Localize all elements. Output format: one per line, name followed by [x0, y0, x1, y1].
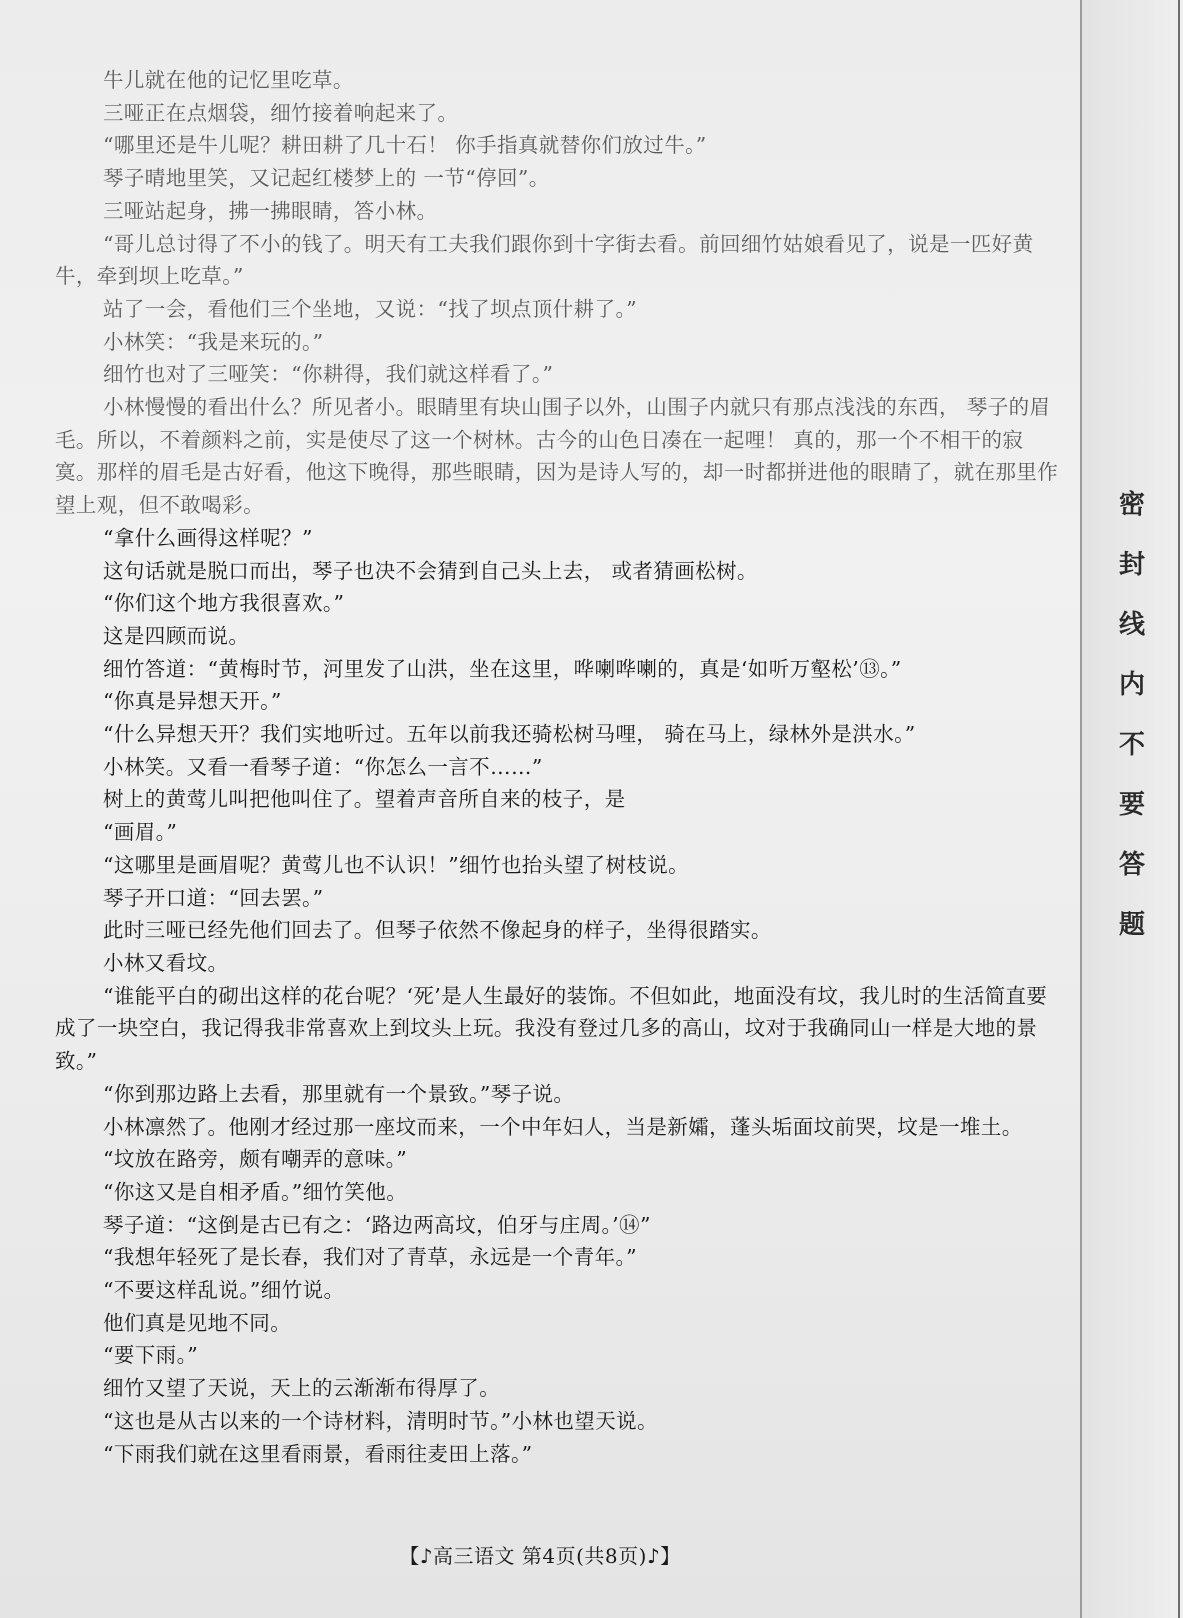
fold-line — [1080, 0, 1082, 1618]
paragraph: 这是四顾而说。 — [103, 623, 250, 648]
paragraph: “下雨我们就在这里看雨景，看雨往麦田上落。” — [103, 1441, 533, 1466]
page-edge-line — [1178, 0, 1180, 1618]
paragraph: “什么异想天开？我们实地听过。五年以前我还骑松树马哩， 骑在马上，绿林外是洪水。” — [103, 722, 916, 747]
paragraph: 他们真是见地不同。 — [103, 1310, 292, 1335]
paragraph: 三哑正在点烟袋，细竹接着响起来了。 — [103, 100, 459, 125]
seal-line-char: 要 — [1118, 790, 1145, 820]
seal-line-char: 内 — [1118, 670, 1145, 700]
paragraph: “你们这个地方我很喜欢。” — [103, 591, 345, 616]
paragraph: “不要这样乱说。”细竹说。 — [103, 1278, 345, 1303]
paragraph: 琴子晴地里笑，又记起红楼梦上的 一节“停回”。 — [103, 166, 550, 191]
page-footer: 【♪高三语文 第4页(共8页)♪】 — [399, 1544, 681, 1568]
paragraph: “要下雨。” — [103, 1343, 199, 1368]
paragraph: 这句话就是脱口而出，琴子也决不会猜到自己头上去， 或者猜画松树。 — [103, 558, 758, 583]
body-text — [55, 64, 1060, 1470]
seal-line-char: 线 — [1118, 610, 1145, 640]
paragraph: “谁能平白的砌出这样的花台呢？‘死’是人生最好的装饰。不但如此，地面没有坟，我儿时的生活简直要成了一块空白，我记得我非常喜欢上到坟头上玩。我没有登过几多的高山，坟对于我确同山一样是大地的景致。” — [55, 983, 1048, 1074]
paragraph: “我想年轻死了是长春，我们对了青草，永远是一个青年。” — [103, 1245, 638, 1270]
paragraph: “你真是异想天开。” — [103, 689, 282, 714]
paragraph: 小林笑：“我是来玩的。” — [103, 329, 324, 354]
paragraph: “你到那边路上去看，那里就有一个景致。”琴子说。 — [103, 1081, 575, 1106]
paragraph: 小林笑。又看一看琴子道：“你怎么一言不……” — [103, 754, 543, 779]
seal-line-notice — [1112, 475, 1152, 955]
paragraph: 小林凛然了。他刚才经过那一座坟而来，一个中年妇人，当是新孀，蓬头垢面坟前哭，坟是一堆土。 — [103, 1114, 1023, 1139]
paragraph: “这哪里是画眉呢？黄莺儿也不认识！”细竹也抬头望了树枝说。 — [103, 852, 690, 877]
paragraph: “你这又是自相矛盾。”细竹笑他。 — [103, 1179, 408, 1204]
paragraph: “哪里还是牛儿呢？耕田耕了几十石！ 你手指真就替你们放过牛。” — [103, 133, 707, 158]
paragraph: 此时三哑已经先他们回去了。但琴子依然不像起身的样子，坐得很踏实。 — [103, 918, 772, 943]
paragraph: “拿什么画得这样呢？” — [103, 525, 313, 550]
seal-line-char: 答 — [1118, 850, 1145, 880]
paragraph: “坟放在路旁，颇有嘲弄的意味。” — [103, 1147, 408, 1172]
paragraph: 琴子开口道：“回去罢。” — [103, 885, 324, 910]
paragraph: 树上的黄莺儿叫把他叫住了。望着声音所自来的枝子，是 — [103, 787, 626, 812]
seal-line-char: 不 — [1118, 730, 1145, 760]
seal-line-char: 封 — [1118, 550, 1145, 580]
paragraph: “这也是从古以来的一个诗材料，清明时节。”小林也望天说。 — [103, 1408, 658, 1433]
paragraph: “哥儿总讨得了不小的钱了。明天有工夫我们跟你到十字街去看。前回细竹姑娘看见了，说是一匹好黄牛，牵到坝上吃草。” — [55, 231, 1034, 289]
seal-line-char: 密 — [1118, 490, 1145, 520]
paragraph: 细竹答道：“黄梅时节，河里发了山洪，坐在这里，哗喇哗喇的，真是‘如听万壑松’⑬。” — [103, 656, 902, 681]
paragraph: 琴子道：“这倒是古已有之：‘路边两高坟，伯牙与庄周。’⑭” — [103, 1212, 651, 1237]
seal-line-char: 题 — [1118, 910, 1145, 940]
paragraph: 细竹又望了天说，天上的云渐渐布得厚了。 — [103, 1376, 501, 1401]
paragraph: “画眉。” — [103, 820, 178, 845]
paragraph: 站了一会，看他们三个坐地，又说：“找了坝点顶什耕了。” — [103, 296, 638, 321]
paragraph: 牛儿就在他的记忆里吃草。 — [103, 68, 354, 92]
paragraph: 三哑站起身，拂一拂眼睛，答小林。 — [103, 198, 438, 223]
paragraph: 小林又看坟。 — [103, 950, 229, 975]
paragraph: 细竹也对了三哑笑：“你耕得，我们就这样看了。” — [103, 362, 554, 387]
paragraph: 小林慢慢的看出什么？所见者小。眼睛里有块山围子以外，山围子内就只有那点浅浅的东西， 琴子的眉毛。所以，不着颜料之前，实是使尽了这一个树林。古今的山色日凑在一起哩！ 真的，那一个不相干的寂寞。那样的眉毛是古好看，他这下晚得，那些眼睛，因为是诗人写的，却一时都拼进他的眼睛了，就在那里作望上观，但不敢喝彩。 — [55, 395, 1059, 518]
